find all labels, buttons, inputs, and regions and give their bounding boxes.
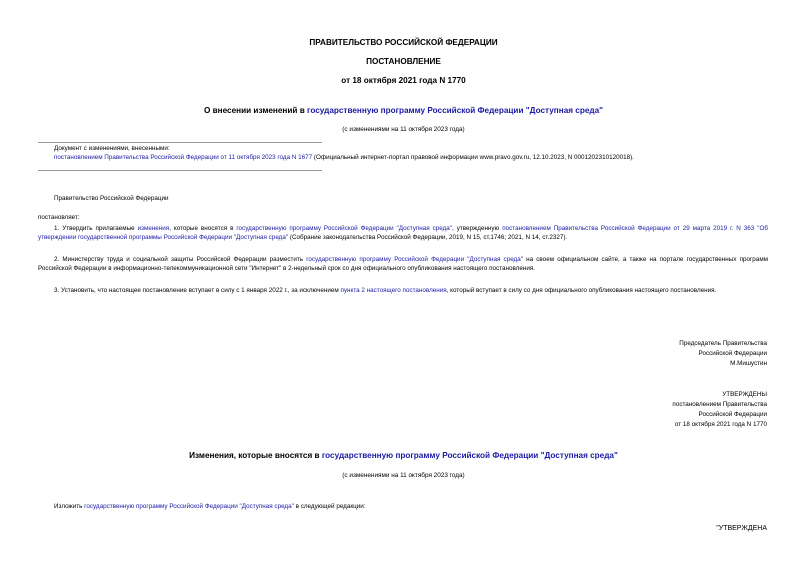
doc-title-prefix: О внесении изменений в bbox=[203, 106, 308, 115]
program-link-2[interactable]: государственную программу Российской Федерации "Доступная среда" bbox=[236, 225, 453, 232]
signature-line-1: Председатель Правительства bbox=[679, 340, 767, 347]
changes-line bbox=[54, 153, 634, 163]
signature-line-3: М.Мишустин bbox=[730, 360, 767, 367]
signature-line-2: Российской Федерации bbox=[698, 350, 767, 357]
program-link[interactable]: государственную программу Российской Федерации "Доступная среда" bbox=[307, 106, 604, 115]
approved-line-2: постановлением Правительства bbox=[672, 401, 767, 408]
divider-top bbox=[38, 142, 322, 143]
p1-text-4: (Собрание законодательства Российской Федерации, 2019, N 15, ст.1746; 2021, N 14, ст.2327). bbox=[288, 234, 568, 242]
amended-note: (с изменениями на 11 октября 2023 года) bbox=[342, 126, 465, 133]
approved-line-3: Российской Федерации bbox=[698, 411, 767, 418]
p1-text-3: , утвержденную bbox=[452, 225, 503, 232]
restate-text-2: в следующей редакции: bbox=[293, 503, 366, 510]
org-header: ПРАВИТЕЛЬСТВО РОССИЙСКОЙ ФЕДЕРАЦИИ bbox=[309, 38, 498, 47]
program-link-5[interactable]: государственную программу Российской Федерации "Доступная среда" bbox=[84, 503, 294, 510]
doc-title bbox=[0, 106, 807, 115]
p1-text-1: 1. Утвердить прилагаемые bbox=[54, 225, 138, 232]
divider-bottom bbox=[38, 170, 322, 171]
program-link-3[interactable]: государственную программу Российской Федерации "Доступная среда" bbox=[306, 256, 523, 263]
doc-date-number: от 18 октября 2021 года N 1770 bbox=[341, 76, 466, 85]
government-line: Правительство Российской Федерации bbox=[54, 195, 169, 202]
changes-title bbox=[0, 451, 807, 460]
restate-text-1: Изложить bbox=[54, 503, 85, 510]
decides-line: постановляет: bbox=[38, 214, 80, 221]
p1-text-2: , которые вносятся в bbox=[169, 225, 237, 232]
changes-label: Документ с изменениями, внесенными: bbox=[54, 145, 170, 152]
program-link-4[interactable]: государственную программу Российской Федерации "Доступная среда" bbox=[321, 451, 618, 460]
point-2-link[interactable]: пункта 2 настоящего постановления bbox=[340, 287, 447, 294]
changes-link[interactable]: изменения bbox=[137, 225, 170, 232]
restate-line bbox=[54, 502, 366, 512]
decree-363-link[interactable]: постановлением Правительства Российской Федерации от 29 марта 2019 г. N 363 "Об утверждении государственной программы Российской Федерации "Доступная среда" bbox=[38, 225, 768, 242]
p2-text-2: на своем официальном сайте, а также на портале государственных программ Российской Федерации в информационно-телекоммуникационной сети "Интернет" в 2-недельный срок со дня официального опубликования настоящего постановления. bbox=[38, 256, 768, 273]
amending-decree-link[interactable]: постановлением Правительства Российской Федерации от 11 октября 2023 года N 1677 bbox=[54, 154, 313, 161]
approved-line-1: УТВЕРЖДЕНЫ bbox=[722, 391, 767, 398]
p2-text-1: 2. Министерству труда и социальной защиты Российской Федерации разместить bbox=[54, 256, 307, 263]
paragraph-2 bbox=[38, 255, 768, 274]
paragraph-3 bbox=[38, 286, 768, 295]
changes-title-prefix: Изменения, которые вносятся в bbox=[189, 451, 322, 460]
amended-note-2: (с изменениями на 11 октября 2023 года) bbox=[342, 472, 465, 479]
paragraph-1 bbox=[38, 224, 768, 243]
p3-text-1: 3. Установить, что настоящее постановление вступает в силу с 1 января 2022 г., за исключением bbox=[54, 287, 341, 294]
approved-quote: "УТВЕРЖДЕНА bbox=[716, 525, 767, 532]
p3-text-2: , который вступает в силу со дня официального опубликования настоящего постановления. bbox=[446, 287, 717, 294]
doc-type: ПОСТАНОВЛЕНИЕ bbox=[366, 57, 441, 66]
changes-source: (Официальный интернет-портал правовой информации www.pravo.gov.ru, 12.10.2023, N 0001202310120018). bbox=[312, 154, 634, 161]
approved-line-4: от 18 октября 2021 года N 1770 bbox=[674, 421, 767, 428]
